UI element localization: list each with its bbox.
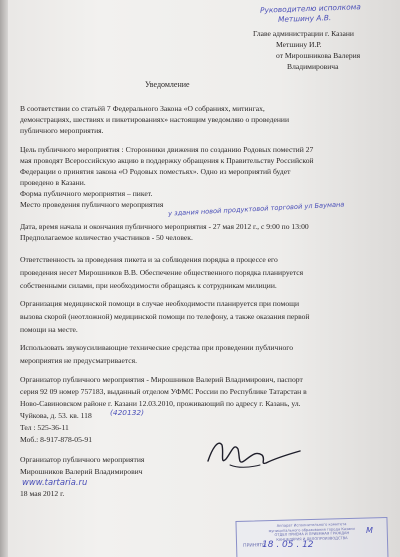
form-line: Форма публичного мероприятия – пикет. (20, 189, 153, 198)
addressee-line2: Метшину И.Р. (276, 40, 322, 49)
purpose-line3: Федерации о принятия закона «О Родовых поместьях». Одно из мероприятий будет (20, 167, 291, 176)
purpose-line4: проведено в Казани. (20, 178, 86, 187)
addressee-line4: Владимировича (287, 62, 339, 71)
signature-date: 18 мая 2012 г. (20, 489, 65, 498)
stamp-received-label: ПРИНЯТО (243, 543, 266, 550)
stamp-line3: ОТДЕЛ ПРИЕМА И ПРИЕМНАЯ ГРАЖДАН (274, 531, 350, 538)
intro-line2: демонстрациях, шествиях и пикетированиях» настоящим уведомляю о проведении (20, 115, 290, 124)
responsibility-line3: собственными силами, при необходимости обращаясь к сотрудникам милиции. (20, 281, 277, 290)
page-shadow-edge (0, 0, 8, 557)
handwritten-addressee-line1: Руководителю исполкома (259, 2, 361, 15)
purpose-line1: Цель публичного мероприятия : Сторонники движения по созданию Родовых поместий 27 (20, 145, 314, 154)
handwritten-postal-index: (420132) (110, 408, 144, 417)
medical-line1: Организация медицинской помощи в случае необходимости планируется при помощи (20, 299, 300, 308)
handwritten-signature (200, 425, 310, 480)
date-line: Дата, время начала и окончания публичного мероприятия - 27 мая 2012 г., с 9:00 по 13:00 (20, 222, 309, 231)
handwritten-addressee-line2: Метшину А.В. (277, 13, 332, 24)
participants-line: Предполагаемое количество участников - 50 человек. (20, 233, 193, 242)
organizer-line1: Организатор публичного мероприятия - Мирошников Валерий Владимирович, паспорт (20, 375, 303, 384)
stamp-line4: КАНЦЕЛЯРИЯ И ДЕЛОПРОИЗВОДСТВА (276, 535, 348, 542)
handwritten-website: www.tartaria.ru (22, 477, 88, 487)
addressee-line3: от Мирошникова Валерия (276, 51, 361, 60)
stamp-line1: Аппарат Исполнительного комитета (276, 522, 347, 528)
responsibility-line2: проведения несет Мирошников В.В. Обеспечение общественного порядка планируется (20, 268, 304, 277)
addressee-line1: Главе администрации г. Казани (253, 29, 354, 38)
sound-line2: мероприятия не предусматривается. (20, 356, 138, 365)
organizer-line2: серия 92 09 номер 757183, выданный отделом УФМС России по Республике Татарстан в (20, 387, 307, 396)
document-title: Уведомление (145, 80, 190, 89)
organizer-line4: Чуйкова, д. 53. кв. 118 (20, 411, 92, 420)
phone-tel: Тел : 525-36-11 (20, 423, 69, 432)
medical-line3: помощи на месте. (20, 325, 78, 334)
phone-mob: Моб.: 8-917-878-05-91 (20, 435, 93, 444)
organizer-line3: Ново-Савиновском районе г. Казани 12.03.2010, проживающий по адресу г. Казань, ул. (20, 399, 301, 408)
handwritten-place: у здания новой продуктовой торговой ул Баумана (167, 200, 345, 218)
stamp-received-date: 18 . 05 . 12 (262, 540, 314, 550)
place-line: Место проведения публичного мероприятия (20, 200, 164, 209)
intro-line3: публичного мероприятия. (20, 126, 104, 135)
intro-line1: В соответствии со статьёй 7 Федерального Закона «О собраниях, митингах, (20, 104, 265, 113)
registration-stamp (235, 517, 388, 557)
signature-org-line2: Мирошников Валерий Владимирович (20, 467, 143, 476)
medical-line2: вызова скорой (неотложной) медицинской помощи по телефону, а также оказания первой (20, 312, 310, 321)
stamp-line2: муниципального образования города Казани (268, 526, 355, 533)
responsibility-line1: Ответственность за проведения пикета и за соблюдения порядка в процессе его (20, 255, 278, 264)
purpose-line2: мая проводят Всероссийскую акцию в поддержку обращения к Правительству Российской (20, 156, 314, 165)
sound-line1: Использовать звукоусиливающие технические средства при проведении публичного (20, 343, 294, 352)
stamp-number: М (366, 526, 373, 535)
signature-org-line1: Организатор публичного мероприятия (20, 455, 145, 464)
